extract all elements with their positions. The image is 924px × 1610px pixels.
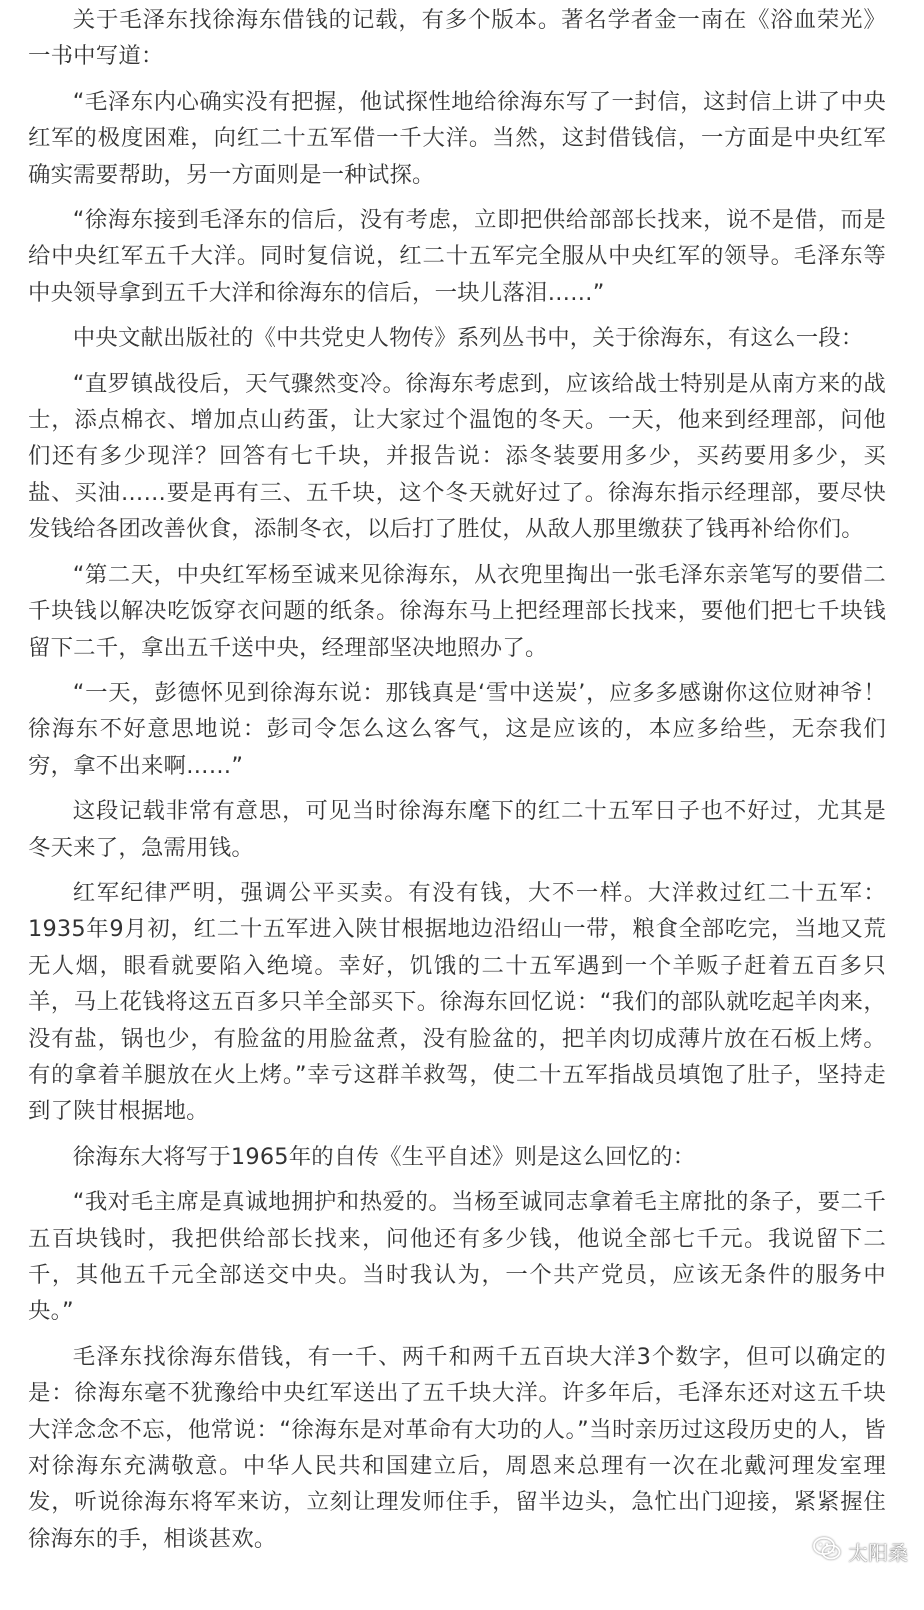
paragraph: 红军纪律严明，强调公平买卖。有没有钱，大不一样。大洋救过红二十五军：1935年9月初，红二十五军进入陕甘根据地边沿绍山一带，粮食全部吃完，当地又荒无人烟，眼看就要陷入绝境。幸好，饥饿的二十五军遇到一个羊贩子赶着五百多只羊，马上花钱将这五百多只羊全部买下。徐海东回忆说：“我们的部队就吃起羊肉来，没有盐，锅也少，有脸盆的用脸盆煮，没有脸盆的，把羊肉切成薄片放在石板上烤。有的拿着羊腿放在火上烤。”幸亏这群羊救驾，使二十五军指战员填饱了肚子，坚持走到了陕甘根据地。 — [28, 879, 886, 1125]
paragraph: 这段记载非常有意思，可见当时徐海东麾下的红二十五军日子也不好过，尤其是冬天来了，急需用钱。 — [28, 798, 886, 861]
paragraph: 关于毛泽东找徐海东借钱的记载，有多个版本。著名学者金一南在《浴血荣光》一书中写道： — [28, 7, 886, 70]
paragraph: “直罗镇战役后，天气骤然变冷。徐海东考虑到，应该给战士特别是从南方来的战士，添点棉衣、增加点山药蛋，让大家过个温饱的冬天。一天，他来到经理部，问他们还有多少现洋？回答有七千块，并报告说：添冬装要用多少，买药要用多少，买盐、买油……要是再有三、五千块，这个冬天就好过了。徐海东指示经理部，要尽快发钱给各团改善伙食，添制冬衣，以后打了胜仗，从敌人那里缴获了钱再补给你们。 — [28, 370, 886, 543]
paragraph: 毛泽东找徐海东借钱，有一千、两千和两千五百块大洋3个数字，但可以确定的是：徐海东毫不犹豫给中央红军送出了五千块大洋。许多年后，毛泽东还对这五千块大洋念念不忘，他常说：“徐海东是对革命有大功的人。”当时亲历过这段历史的人，皆对徐海东充满敬意。中华人民共和国建立后，周恩来总理有一次在北戴河理发室理发，听说徐海东将军来访，立刻让理发师住手，留半边头，急忙出门迎接，紧紧握住徐海东的手，相谈甚欢。 — [28, 1343, 886, 1552]
paragraph: 中央文献出版社的《中共党史人物传》系列丛书中，关于徐海东，有这么一段： — [72, 325, 864, 352]
paragraph: “一天，彭德怀见到徐海东说：那钱真是‘雪中送炭’，应多多感谢你这位财神爷！徐海东不好意思地说：彭司令怎么这么客气，这是应该的，本应多给些，无奈我们穷，拿不出来啊……” — [28, 679, 886, 779]
paragraph: 徐海东大将写于1965年的自传《生平自述》则是这么回忆的： — [72, 1143, 696, 1170]
watermark-text: 太阳桑 — [848, 1541, 908, 1565]
paragraph: “我对毛主席是真诚地拥护和热爱的。当杨至诚同志拿着毛主席批的条子，要二千五百块钱时，我把供给部长找来，问他还有多少钱，他说全部七千元。我说留下二千，其他五千元全部送交中央。当时我认为，一个共产党员，应该无条件的服务中央。” — [28, 1189, 886, 1325]
paragraph: “第二天，中央红军杨至诚来见徐海东，从衣兜里掏出一张毛泽东亲笔写的要借二千块钱以解决吃饭穿衣问题的纸条。徐海东马上把经理部长找来，要他们把七千块钱留下二千，拿出五千送中央，经理部坚决地照办了。 — [28, 561, 886, 661]
paragraph: “徐海东接到毛泽东的信后，没有考虑，立即把供给部部长找来，说不是借，而是给中央红军五千大洋。同时复信说，红二十五军完全服从中央红军的领导。毛泽东等中央领导拿到五千大洋和徐海东的信后，一块儿落泪……” — [28, 207, 886, 306]
wechat-icon — [812, 1536, 842, 1567]
watermark — [812, 1536, 908, 1567]
paragraph: “毛泽东内心确实没有把握，他试探性地给徐海东写了一封信，这封信上讲了中央红军的极度困难，向红二十五军借一千大洋。当然，这封借钱信，一方面是中央红军确实需要帮助，另一方面则是一种试探。 — [28, 88, 886, 188]
